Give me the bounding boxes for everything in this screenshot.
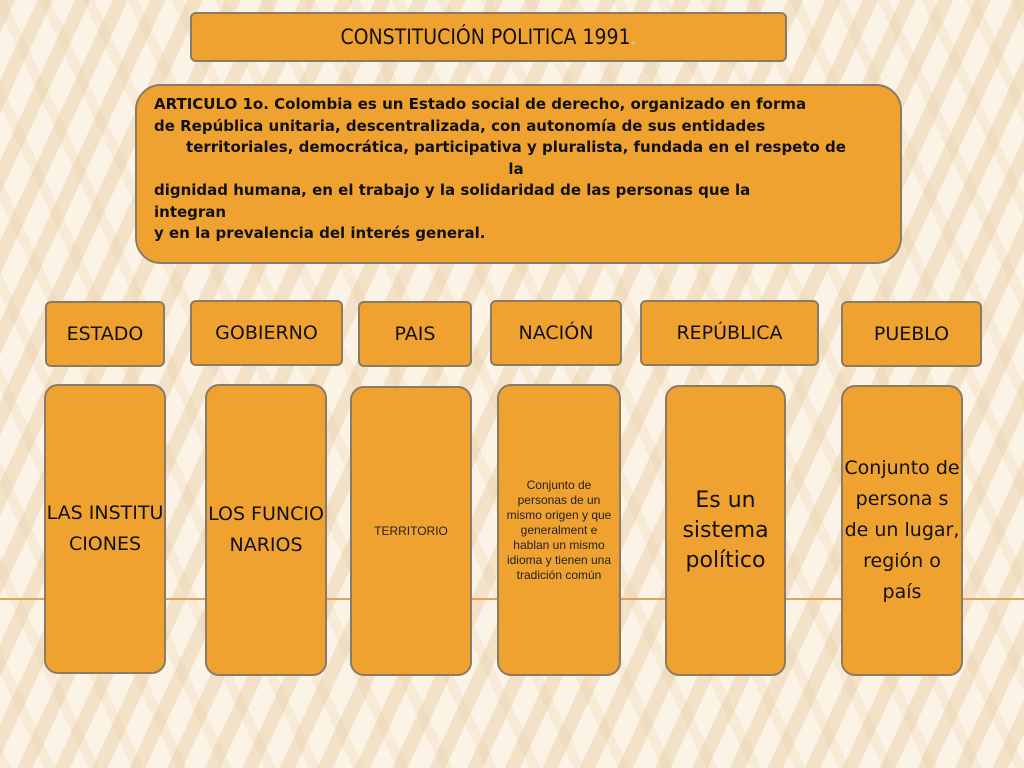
article-line: dignidad humana, en el trabajo y la solidaridad de las personas que la bbox=[154, 181, 751, 199]
article-line: la bbox=[508, 159, 524, 178]
page-title bbox=[190, 12, 787, 62]
heading-nacion bbox=[490, 300, 622, 366]
heading-label: ESTADO bbox=[66, 323, 144, 345]
title-trailing: . bbox=[630, 25, 637, 49]
description-text: TERRITORIO bbox=[374, 523, 448, 538]
description-pueblo bbox=[841, 385, 963, 676]
description-estado bbox=[44, 384, 166, 674]
heading-gobierno bbox=[190, 300, 343, 366]
description-pais bbox=[350, 386, 472, 676]
article-line: de República unitaria, descentralizada, con autonomía de sus entidades bbox=[154, 116, 766, 135]
heading-label: PUEBLO bbox=[873, 323, 950, 345]
article-line: integran bbox=[154, 202, 227, 221]
description-text: Es un sistema político bbox=[682, 487, 769, 573]
heading-label: REPÚBLICA bbox=[676, 322, 783, 344]
description-gobierno bbox=[205, 384, 327, 676]
article-box bbox=[135, 84, 902, 264]
article-line: territoriales, democrática, participativa y pluralista, fundada en el respeto de bbox=[186, 138, 846, 156]
heading-pueblo bbox=[841, 301, 982, 367]
title-text: CONSTITUCIÓN POLITICA 1991 bbox=[340, 25, 631, 49]
description-nacion bbox=[497, 384, 621, 676]
heading-label: PAIS bbox=[394, 323, 436, 345]
article-line: y en la prevalencia del interés general. bbox=[154, 224, 486, 242]
description-republica bbox=[665, 385, 786, 676]
heading-label: GOBIERNO bbox=[215, 322, 318, 344]
description-text: Conjunto de personas de un mismo origen y que generalment e hablan un mismo idioma y tienen una tradición común bbox=[506, 477, 612, 582]
heading-pais bbox=[358, 301, 472, 367]
description-text: LOS FUNCIO NARIOS bbox=[208, 503, 324, 556]
article-line: ARTICULO 1o. Colombia es un Estado social de derecho, organizado en forma bbox=[154, 95, 807, 113]
heading-label: NACIÓN bbox=[518, 322, 594, 344]
description-text: Conjunto de persona s de un lugar, región o país bbox=[844, 457, 960, 603]
heading-estado bbox=[45, 301, 165, 367]
description-text: LAS INSTITU CIONES bbox=[46, 502, 164, 555]
heading-republica bbox=[640, 300, 819, 366]
